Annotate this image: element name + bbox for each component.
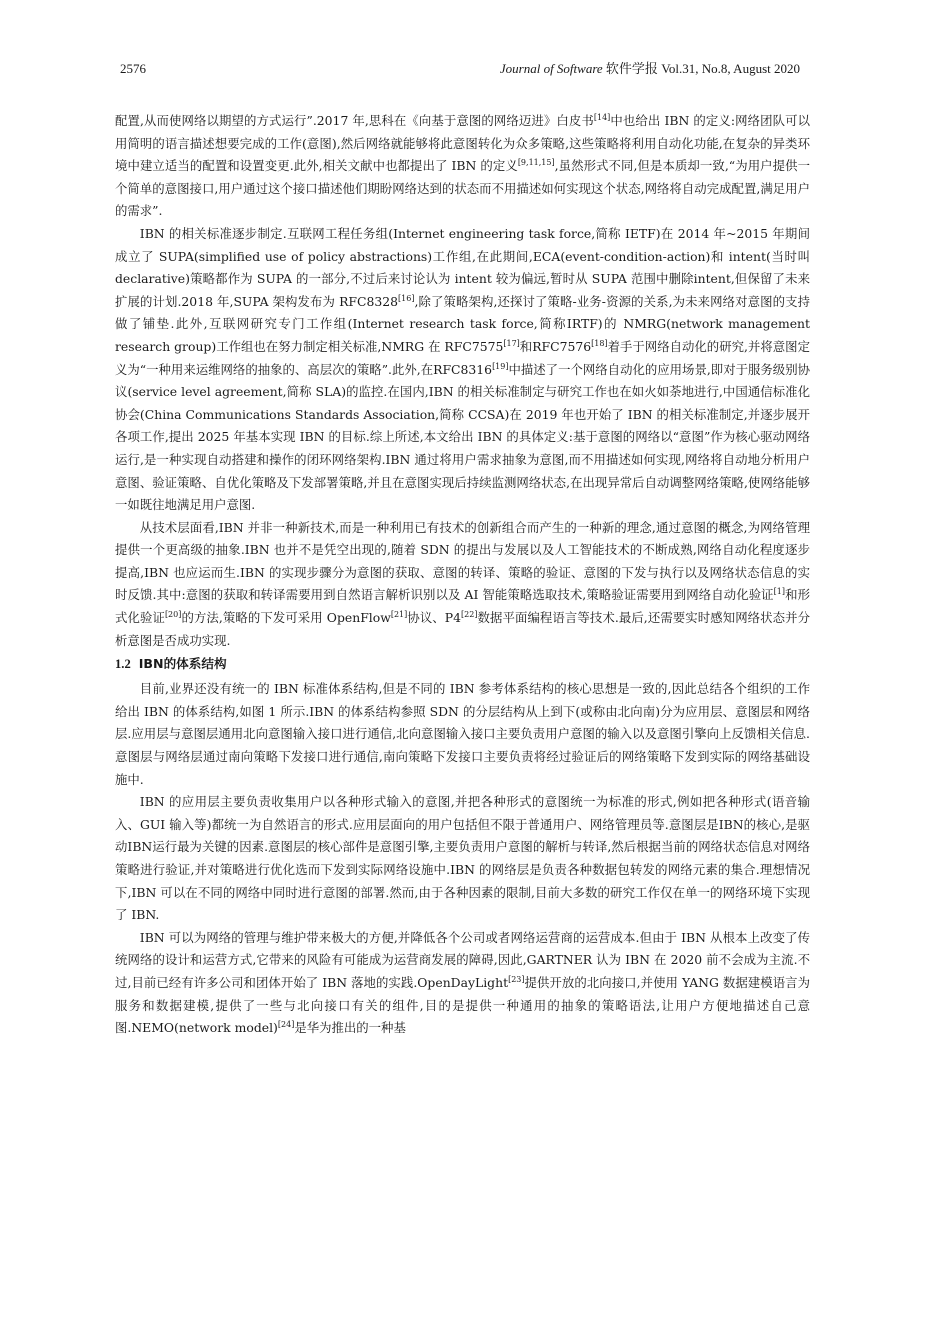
paragraph-2 [115,223,810,517]
text-run: 的方法,策略的下发可采用 OpenFlow [181,610,391,626]
citation: [9,11,15] [517,158,555,168]
page-number: 2576 [120,61,146,76]
section-number: 1.2 [115,657,131,672]
citation: [19] [492,361,509,371]
citation: [20] [164,609,182,619]
text-run: 中也给出 IBN 的定义:网络团队可以用简明的语言描述想要完成的工作(意图),然后网络就能够将此意图转化为众多策略,这些策略将利用自动化功能,在复杂的异类环境中建立适当的配置和设置变更.此外,相关文献中也都提出了 IBN 的定义 [115,113,810,174]
text-run: ,虽然形式不同,但是本质却一致,“为用户提供一个简单的意图接口,用户通过这个接口描述他们期盼网络达到的状态而不用描述如何实现这个状态,网络将自动完成配置,满足用户的需求”. [115,158,810,219]
citation: [24] [277,1020,295,1030]
text-run: IBN 可以为网络的管理与维护带来极大的方便,并降低各个公司或者网络运营商的运营成本.但由于 IBN 从根本上改变了传统网络的设计和运营方式,它带来的风险有可能成为运营商发展的障碍,因此,GARTNER 认为 IBN 在 2020 前不会成为主流.不过,目前已经有许多公司和团体开始了 IBN 落地的实践.OpenDayLight [115,929,810,990]
citation: [22] [461,609,478,619]
running-header [120,58,800,77]
citation: [14] [593,112,611,122]
text-run: 和RFC7576 [519,338,592,354]
text-run: 协议、P4 [407,610,462,626]
paragraph-5: IBN 的应用层主要负责收集用户以各种形式输入的意图,并把各种形式的意图统一为标准的形式,例如把各种形式(语音输入、GUI 输入等)都统一为自然语言的形式.应用层面向的用户包括但不限于普通用户、网络管理员等.意图层是IBN的核心,是驱动IBN运行最为关键的因素.意图层的核心部件是意图引擎,主要负责用户意图的解析与转译,然后根据当前的网络状态信息对网络策略进行验证,并对策略进行优化选而下发到实际网络设施中.IBN 的网络层是负责各种数据包转发的网络元素的集合.理想情况下,IBN 可以在不同的网络中同时进行意图的部署.然而,由于各种因素的限制,目前大多数的研究工作仅在单一的网络环境下实现了 IBN. [115,794,810,923]
citation: [18] [591,338,608,348]
text-run: 中描述了一个网络自动化的应用场景,即对于服务级别协议(service level agreement,简称 SLA)的监控.在国内,IBN 的相关标准制定与研究工作也在如火如荼地进行,中国通信标准化协会(China Communications Standards Association,简称 CCSA)在 2019 年也开始了 IBN 的相关标准制定,并逐步展开各项工作,提出 2025 年基本实现 IBN 的目标.综上所述,本文给出 IBN 的具体定义:基于意图的网络以“意图”作为核心驱动网络运行,是一种实现自动搭建和操作的闭环网络架构.IBN 通过将用户需求抽象为意图,而不用描述如何实现,网络将自动地分析用户意图、验证策略、自优化策略及下发部署策略,并且在意图实现后持续监测网络状态,在出现异常后自动调整网络策略,使网络能够一如既往地满足用户意图. [115,361,810,513]
paragraph-6 [115,927,810,1040]
body-text [115,110,810,1040]
text-run: 配置,从而使网络以期望的方式运行”.2017 年,思科在《向基于意图的网络迈进》白皮书 [115,113,594,128]
citation: [17] [503,338,520,348]
journal-issue: Vol.31, No.8, August 2020 [661,61,800,76]
text-run: IBN 的相关标准逐步制定.互联网工程任务组(Internet engineering task force,简称 IETF)在 2014 年~2015 年期间成立了 SUPA(simplified use of policy abstractions)工作组,在此期间,ECA(event-condition-action)和 intent(当时叫 declarative)策略都作为 SUPA 的一部分,不过后来讨论认为 intent 较为偏远,暂时从 SUPA 范围中删除intent,但保留了未来扩展的计划.2018 年,SUPA 架构发布为 RFC8328 [115,225,810,309]
section-title: IBN的体系结构 [138,656,227,672]
section-heading [115,653,810,675]
paragraph-3 [115,517,810,653]
text-run: ,除了策略架构,还探讨了策略-业务-资源的关系,为未来网络对意图的支持做了铺垫.此外,互联网研究专门工作组(Internet research task force,简称IRTF)的 NMRG(network management research group)工作组也在努力制定相关标准,NMRG 在 RFC7575 [115,293,810,354]
citation: [1] [773,587,786,597]
citation: [16] [398,293,415,303]
text-run: 着手于网络自动化的研究,并将意图定义为“一种用来运维网络的抽象的、高层次的策略”.此外,在RFC8316 [115,338,810,377]
journal-name-en: Journal of Software [499,61,603,76]
journal-info [500,58,800,77]
text-run: 从技术层面看,IBN 并非一种新技术,而是一种利用已有技术的创新组合而产生的一种新的理念,通过意图的概念,为网络管理提供一个更高级的抽象.IBN 也并不是凭空出现的,随着 SDN 的提出与发展以及人工智能技术的不断成熟,网络自动化程度逐步提高,IBN 也应运而生.IBN 的实现步骤分为意图的获取、意图的转译、策略的验证、意图的下发与执行以及网络状态信息的实时反馈.其中:意图的获取和转译需要用到自然语言解析识别以及 AI 智能策略选取技术,策略验证需要用到网络自动化验证 [115,519,810,603]
paragraph-1 [115,110,810,223]
text-run: 提供开放的北向接口,并使用 YANG 数据建模语言为服务和数据建模,提供了一些与北向接口有关的组件,目的是提供一种通用的抽象的策略语法,让用户方便地描述自己意图.NEMO(network model) [115,974,810,1036]
paragraph-4: 目前,业界还没有统一的 IBN 标准体系结构,但是不同的 IBN 参考体系结构的核心思想是一致的,因此总结各个组织的工作给出 IBN 的体系结构,如图 1 所示.IBN 的体系结构参照 SDN 的分层结构从上到下(或称由北向南)分为应用层、意图层和网络层.应用层与意图层通用北向意图输入接口进行通信,北向意图输入接口主要负责用户意图的输入以及意图引擎向上反馈相关信息.意图层与网络层通过南向策略下发接口进行通信,南向策略下发接口主要负责将经过验证后的网络策略下发到实际的网络基础设施中. [115,681,810,787]
journal-name-cn: 软件学报 [605,61,658,76]
text-run: 数据平面编程语言等技术.最后,还需要实时感知网络状态并分析意图是否成功实现. [115,610,810,648]
text-run: 是华为推出的一种基 [294,1020,406,1036]
citation: [21] [390,609,408,619]
text-run: 和形式化验证 [115,587,810,626]
citation: [23] [508,974,525,984]
